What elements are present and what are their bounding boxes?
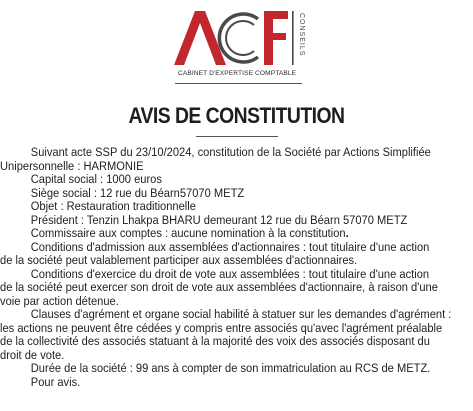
text-line-duree: Durée de la société : 99 ans à compter de son immatriculation au RCS de METZ. [30,361,431,375]
text-line-vote: Conditions d'exercice du droit de vote aux assemblées : tout titulaire d'une action [30,266,430,281]
title-underline [196,136,278,137]
text-line-agrement-4: droit de vote. [0,347,65,362]
logo-vertical-bar [292,11,294,65]
notice-body [0,146,471,389]
text-line-agrement: Clauses d'agrément et organe social habilité à statuer sur les demandes d'agrément : [30,307,452,321]
text-line-president: Président : Tenzin Lhakpa BHARU demeurant 12 rue du Béarn 57070 METZ [30,212,408,227]
logo-caption: CABINET D'EXPERTISE COMPTABLE [178,70,297,77]
text-line-agrement-3: de la collectivité des associés statuant à la majorité des voix des associés disposant du [0,334,430,348]
text-line-admission: Conditions d'admission aux assemblées d'actionnaires : tout titulaire d'une action [30,239,430,254]
text-line-vote-2: de la société peut exercer son droit de vote aux assemblées d'actionnaire, à raison d'une [0,280,438,294]
text-line-objet: Objet : Restauration traditionnelle [30,199,196,213]
text-line-capital: Capital social : 1000 euros [30,172,162,186]
text-line-admission-2: de la société peut valablement participer aux assemblées d'actionnaires. [0,253,358,267]
text-line-2: Unipersonnelle : HARMONIE [0,158,144,173]
text-line-vote-3: voie par action détenue. [0,293,119,308]
logo-letter-f [264,11,288,65]
commissaire-period: . [345,226,349,240]
text-line-commissaire [0,227,471,241]
text-line-siege: Siège social : 12 rue du Béarn57070 METZ [30,185,245,200]
logo-vertical-text: CONSEILS [298,13,305,57]
notice-title: AVIS DE CONSTITUTION [128,103,345,128]
logo-letter-c-inner [226,21,254,55]
text-line-1: Suivant acte SSP du 23/10/2024, constitution de la Société par Actions Simplifiée [30,145,431,159]
acf-logo-letters [174,11,305,65]
commissaire-text: Commissaire aux comptes : aucune nomination à la constitution [30,226,346,240]
text-line-pour-avis: Pour avis. [30,374,81,389]
logo-underline [175,83,302,84]
text-line-agrement-2: les actions ne peuvent être cédées y compris entre associés qu'avec l'agrément préalable [0,320,443,335]
